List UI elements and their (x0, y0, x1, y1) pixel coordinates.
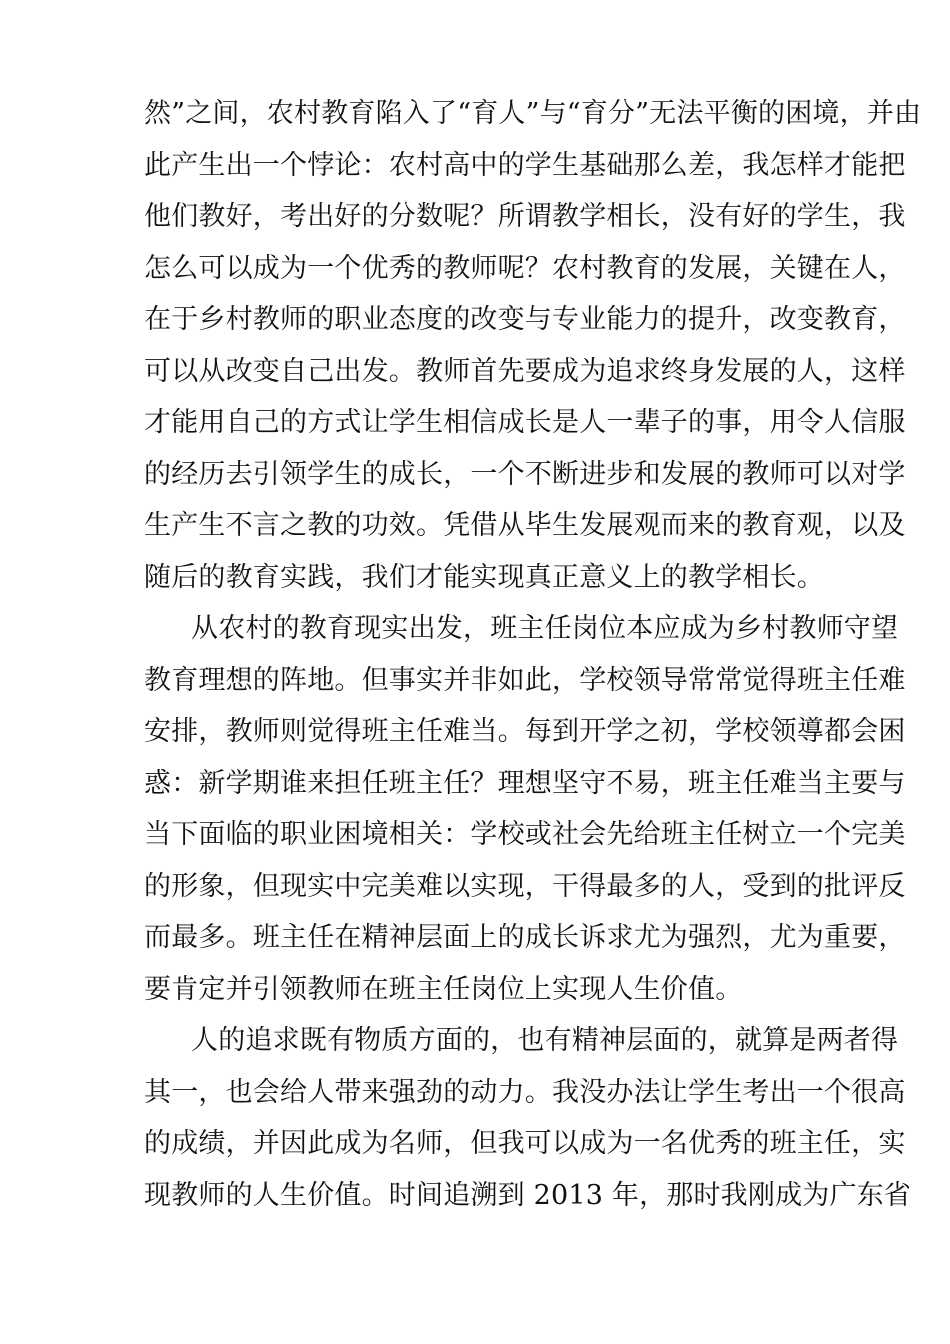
text-line: 生产生不言之教的功效。凭借从毕生发展观而来的教育观，以及 (144, 510, 906, 541)
text-line: 从农村的教育现实出发，班主任岗位本应成为乡村教师守望 (191, 613, 899, 644)
text-line: 此产生出一个悖论：农村高中的学生基础那么差，我怎样才能把 (144, 149, 906, 181)
text-line: 然”之间，农村教育陷入了“育人”与“育分”无法平衡的困境，并由 (144, 98, 922, 129)
text-line: 随后的教育实践，我们才能实现真正意义上的教学相长。 (144, 561, 824, 593)
paragraph-1 (144, 88, 922, 603)
text-line: 要肯定并引领教师在班主任岗位上实现人生价值。 (144, 973, 743, 1005)
text-line: 的成绩，并因此成为名师，但我可以成为一名优秀的班主任，实 (144, 1128, 906, 1159)
text-line: 教育理想的阵地。但事实并非如此，学校领导常常觉得班主任难 (144, 664, 906, 696)
text-line: 在于乡村教师的职业态度的改变与专业能力的提升，改变教育， (144, 304, 906, 335)
text-line: 当下面临的职业困境相关：学校或社会先给班主任树立一个完美 (144, 819, 906, 850)
text-line: 才能用自己的方式让学生相信成长是人一辈子的事，用令人信服 (144, 407, 906, 438)
text-line: 安排，教师则觉得班主任难当。每到开学之初，学校领導都会困 (144, 716, 906, 747)
text-line: 可以从改变自己出发。教师首先要成为追求终身发展的人，这样 (144, 355, 906, 387)
paragraph-3 (144, 1015, 912, 1221)
text-line: 的形象，但现实中完美难以实现，干得最多的人，受到的批评反 (144, 870, 906, 902)
text-line: 怎么可以成为一个优秀的教师呢？农村教育的发展，关键在人， (144, 252, 906, 284)
text-line: 其一，也会给人带来强劲的动力。我没办法让学生考出一个很高 (144, 1076, 906, 1108)
text-line: 的经历去引领学生的成长，一个不断进步和发展的教师可以对学 (144, 458, 906, 490)
text-line: 他们教好，考出好的分数呢？所谓教学相长，没有好的学生，我 (144, 201, 906, 232)
text-line: 现教师的人生价值。时间追溯到 2013 年，那时我刚成为广东省 (144, 1179, 912, 1211)
text-line: 人的追求既有物质方面的，也有精神层面的，就算是两者得 (191, 1025, 899, 1056)
paragraph-2 (144, 603, 906, 1015)
body-text (144, 88, 922, 1221)
text-line: 惑：新学期谁来担任班主任？理想坚守不易，班主任难当主要与 (144, 767, 906, 799)
text-line: 而最多。班主任在精神层面上的成长诉求尤为强烈，尤为重要， (144, 922, 906, 953)
